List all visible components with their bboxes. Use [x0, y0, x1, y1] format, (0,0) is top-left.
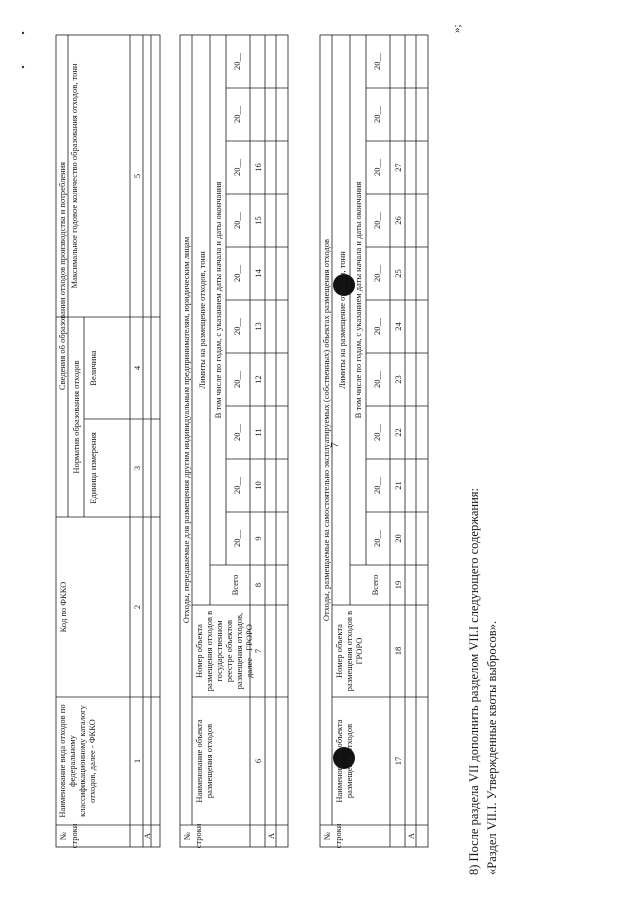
table3-year-label: 20__: [372, 106, 382, 123]
table2-col-number: 16: [253, 163, 263, 172]
table2-year-label: 20__: [232, 424, 242, 441]
table3-col-number: 25: [393, 269, 403, 278]
footer-line-1: 8) После раздела VII дополнить разделом VII.I следующего содержания:: [467, 487, 481, 875]
t2-col-row: строки: [193, 823, 203, 849]
table2-col-number: 15: [253, 216, 263, 225]
t3-col-no: №: [322, 831, 332, 841]
table2-col-number: 11: [253, 428, 263, 437]
table2-year-label: 20__: [232, 265, 242, 282]
t3-row-label: А: [406, 832, 416, 840]
t2-col-years: В том числе по годам, с указанием даты начала и даты окончания: [213, 181, 223, 419]
table3-year-label: 20__: [372, 318, 382, 335]
t3-col-name: Наименование объекта размещения отходов: [334, 719, 354, 803]
t1-header-title: Сведения об образовании отходов производства и потребления: [57, 161, 67, 391]
table2-year-label: 20__: [232, 530, 242, 547]
table2-col-number: 9: [253, 536, 263, 541]
table2-year-label: 20__: [232, 53, 242, 70]
table3-col-number: 18: [393, 646, 403, 656]
table3-col-number: 24: [393, 322, 403, 331]
t1-col-row: строки: [69, 823, 79, 849]
page-number: 7: [329, 442, 341, 448]
table2-col-number: 10: [253, 481, 263, 490]
table3-year-label: 20__: [372, 424, 382, 441]
table2-col-number: 7: [253, 648, 263, 654]
t3-col-row: строки: [333, 823, 343, 849]
table3-col-number: 20: [393, 534, 403, 543]
t3-header-title: Отходы, размещаемые на самостоятельно эксплуатируемых (собственных) объектах размещения отходов: [321, 238, 331, 622]
t1-col-value: Величина: [88, 350, 98, 386]
table3-col-number: 27: [393, 163, 403, 172]
footer-line-2: «Раздел VII.I. Утвержденные квоты выбросов».: [485, 620, 499, 875]
table2-year-label: 20__: [232, 106, 242, 123]
table3-year-label: 20__: [372, 265, 382, 282]
table3-col-number: 17: [393, 756, 403, 766]
t1-num-name: 1: [132, 758, 142, 764]
table2-col-number: 12: [253, 375, 263, 384]
t2-col-no: №: [182, 831, 192, 841]
table3-col-number: 26: [393, 216, 403, 225]
t1-row-label: А: [142, 832, 152, 840]
t3-col-limits: Лимиты на размещение отходов, тонн: [337, 251, 347, 389]
table3-year-label: 20__: [372, 371, 382, 388]
table2-col-number: 6: [253, 758, 263, 764]
table3-year-label: 20__: [372, 159, 382, 176]
t1-col-code: Код по ФККО: [58, 581, 68, 633]
table3-year-label: 20__: [372, 477, 382, 494]
t2-col-limits: Лимиты на размещение отходов, тонн: [197, 251, 207, 389]
t2-col-number: Номер объекта размещения отходов в государственном реестре объектов размещения отходов, далее - ГРОРО: [194, 610, 254, 692]
table3-year-label: 20__: [372, 530, 382, 547]
margin-mark: »;: [451, 24, 463, 33]
table2-year-label: 20__: [232, 212, 242, 229]
table2-col-number: 8: [253, 582, 263, 588]
t1-num-unit: 3: [132, 465, 142, 471]
table3-col-number: 21: [393, 481, 403, 490]
table2-year-label: 20__: [232, 159, 242, 176]
table2-col-number: 13: [253, 322, 263, 331]
table3-year-label: 20__: [372, 212, 382, 229]
t3-col-number: Номер объекта размещения отходов в ГРОРО: [334, 610, 364, 692]
t1-col-max: Максимальное годовое количество образования отходов, тонн: [69, 63, 79, 289]
t1-col-no: №: [58, 831, 68, 841]
t2-row-label: А: [266, 832, 276, 840]
table2-col-number: 14: [253, 269, 263, 278]
t1-col-name: Наименование вида отходов по федеральному классификационному каталогу отходов, далее - ФККО: [57, 704, 97, 818]
t3-col-years: В том числе по годам, с указанием даты начала и даты окончания: [353, 181, 363, 419]
t2-header-title: Отходы, передаваемые для размещения другим индивидуальным предпринимателям, юридическим лицам: [181, 236, 191, 624]
t2-col-name: Наименование объекта размещения отходов: [194, 719, 214, 803]
t1-col-unit: Единица измерения: [88, 432, 98, 504]
table2-year-label: 20__: [232, 318, 242, 335]
t3-col-total: Всего: [370, 574, 380, 596]
t1-num-code: 2: [132, 604, 142, 610]
table3-year-label: 20__: [372, 53, 382, 70]
table2-year-label: 20__: [232, 477, 242, 494]
table3-col-number: 19: [393, 580, 403, 590]
t2-col-total: Всего: [230, 574, 240, 596]
t1-col-norm: Норматив образования отходов: [71, 360, 81, 474]
table3-col-number: 22: [393, 428, 403, 437]
t1-num-max: 5: [132, 173, 142, 179]
table3-col-number: 23: [393, 375, 403, 384]
table2-year-label: 20__: [232, 371, 242, 388]
t1-num-value: 4: [132, 365, 142, 371]
